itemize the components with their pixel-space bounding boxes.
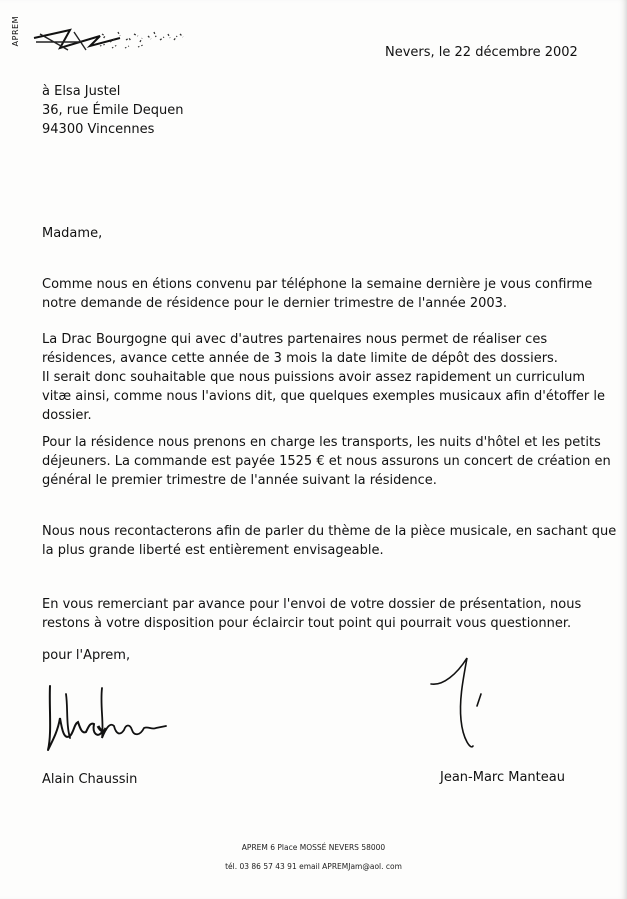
paragraph-3: [42, 433, 611, 490]
recipient-name: à Elsa Justel: [42, 84, 121, 99]
handwritten-signature-left: [40, 678, 175, 758]
handwritten-signature-right: [425, 650, 505, 760]
paragraph-1: [42, 275, 602, 313]
paragraph-line: général le premier trimestre de l'année suivant la résidence.: [42, 473, 437, 488]
paragraph-line: La Drac Bourgogne qui avec d'autres partenaires nous permet de réaliser ces: [42, 332, 548, 347]
closing-phrase: pour l'Aprem,: [42, 648, 131, 663]
paragraph-line: Il serait donc souhaitable que nous puissions avoir assez rapidement un curriculum: [42, 370, 586, 385]
paragraph-line: dossier.: [42, 408, 92, 423]
footer-contact: tél. 03 86 57 43 91 email APREMJam@aol. com: [225, 862, 402, 871]
recipient-address: [42, 82, 184, 139]
paragraph-line: notre demande de résidence pour le dernier trimestre de l'année 2003.: [42, 296, 508, 311]
salutation: Madame,: [42, 226, 103, 241]
letterhead-logo-text: APREM: [11, 16, 20, 47]
paragraph-2: [42, 330, 605, 425]
place-and-date: Nevers, le 22 décembre 2002: [385, 45, 578, 60]
signer-name-left: Alain Chaussin: [42, 772, 138, 787]
paragraph-line: résidences, avance cette année de 3 mois la date limite de dépôt des dossiers.: [42, 351, 558, 366]
signer-name-right: Jean-Marc Manteau: [440, 770, 565, 785]
paragraph-line: restons à votre disposition pour éclaircir tout point qui pourrait vous questionner.: [42, 616, 572, 631]
paragraph-line: la plus grande liberté est entièrement envisageable.: [42, 543, 384, 558]
paragraph-line: Pour la résidence nous prenons en charge les transports, les nuits d'hôtel et les petits: [42, 435, 601, 450]
letterhead-logo-scribble: [30, 22, 190, 56]
recipient-city: 94300 Vincennes: [42, 122, 155, 137]
recipient-street: 36, rue Émile Dequen: [42, 103, 184, 118]
paragraph-line: déjeuners. La commande est payée 1525 € et nous assurons un concert de création en: [42, 454, 611, 469]
footer-address: APREM 6 Place MOSSÉ NEVERS 58000: [241, 843, 386, 852]
paragraph-5: [42, 595, 602, 633]
paragraph-line: vitæ ainsi, comme nous l'avions dit, que quelques exemples musicaux afin d'étoffer le: [42, 389, 605, 404]
paragraph-line: En vous remerciant par avance pour l'envoi de votre dossier de présentation, nous: [42, 597, 582, 612]
paragraph-4: [42, 522, 617, 560]
paragraph-line: Nous nous recontacterons afin de parler du thème de la pièce musicale, en sachant que: [42, 524, 617, 539]
paragraph-line: Comme nous en étions convenu par téléphone la semaine dernière je vous confirme: [42, 277, 593, 292]
